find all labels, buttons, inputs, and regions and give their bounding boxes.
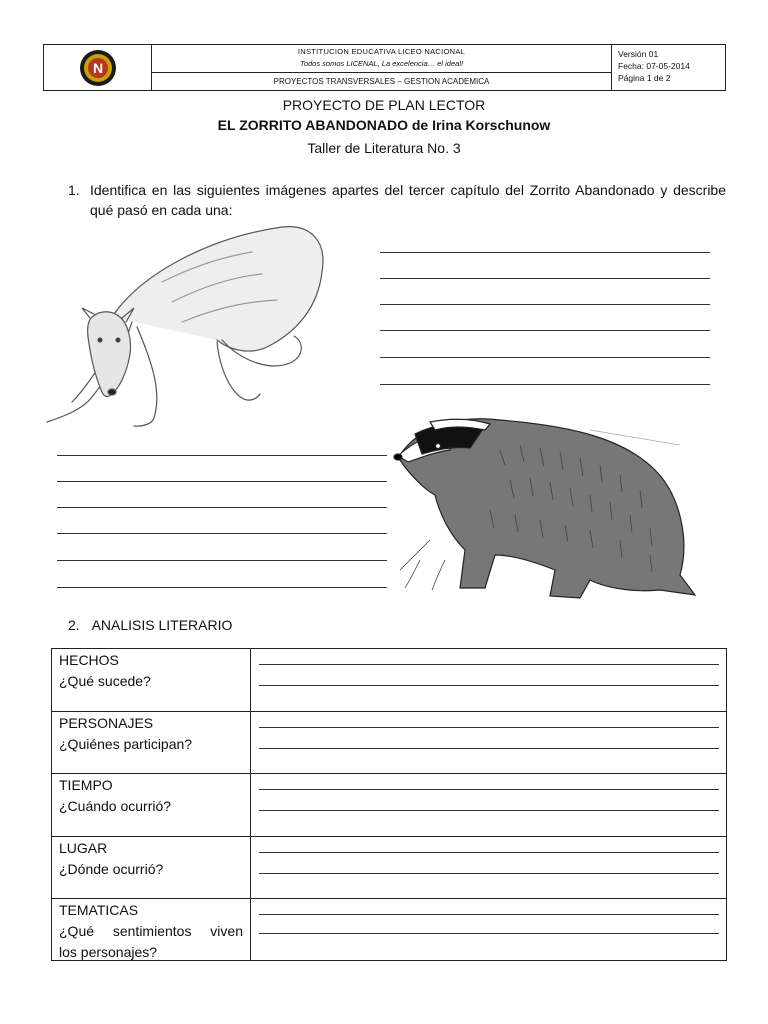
badger-illustration	[390, 410, 710, 605]
answer-line[interactable]	[57, 481, 387, 482]
answer-line[interactable]	[57, 507, 387, 508]
answer-line[interactable]	[259, 933, 719, 934]
answer-line[interactable]	[57, 560, 387, 561]
page-label: Página 1 de 2	[618, 73, 671, 83]
answer-line[interactable]	[380, 304, 710, 305]
document-header	[43, 44, 726, 91]
answer-line[interactable]	[259, 727, 719, 728]
answer-line[interactable]	[57, 455, 387, 456]
row-answer[interactable]	[251, 649, 726, 711]
school-logo-icon	[78, 48, 118, 88]
row-question: ¿Quiénes participan?	[59, 736, 193, 752]
question-2-text: ANALISIS LITERARIO	[91, 617, 233, 633]
row-answer[interactable]	[251, 899, 726, 960]
analysis-table	[51, 648, 727, 961]
row-label	[52, 774, 251, 836]
header-meta	[612, 45, 725, 90]
table-row	[52, 774, 726, 837]
answer-line[interactable]	[259, 664, 719, 665]
question-1-text: Identifica en las siguientes imágenes apartes del tercer capítulo del Zorrito Abandonado y describe qué pasó en cada una:	[90, 182, 726, 218]
question-2	[68, 617, 232, 633]
answer-line[interactable]	[380, 384, 710, 385]
answer-line[interactable]	[380, 357, 710, 358]
answer-line[interactable]	[380, 278, 710, 279]
table-row	[52, 837, 726, 899]
project-title: PROYECTO DE PLAN LECTOR	[282, 97, 486, 113]
row-label	[52, 712, 251, 773]
header-center	[152, 45, 612, 90]
answer-line[interactable]	[259, 789, 719, 790]
workshop-title: Taller de Literatura No. 3	[307, 140, 461, 156]
question-2-number: 2.	[68, 617, 80, 633]
institution-name: INSTITUCION EDUCATIVA LICEO NACIONAL	[297, 47, 466, 56]
row-label	[52, 649, 251, 711]
row-answer[interactable]	[251, 712, 726, 773]
answer-line[interactable]	[259, 914, 719, 915]
logo-letter: N	[92, 59, 103, 76]
book-title: EL ZORRITO ABANDONADO de Irina Korschunow	[217, 117, 551, 133]
row-title: PERSONAJES	[59, 715, 154, 731]
answer-line[interactable]	[57, 533, 387, 534]
header-divider	[152, 72, 611, 73]
version-label: Versión 01	[618, 49, 659, 59]
table-row	[52, 712, 726, 774]
row-question: ¿Dónde ocurrió?	[59, 861, 164, 877]
question-1	[68, 180, 726, 220]
answer-line[interactable]	[259, 873, 719, 874]
row-title: LUGAR	[59, 840, 108, 856]
logo-cell	[44, 45, 152, 90]
row-question: ¿Cuándo ocurrió?	[59, 798, 172, 814]
row-label	[52, 837, 251, 898]
answer-line[interactable]	[57, 587, 387, 588]
row-title: TIEMPO	[59, 777, 113, 793]
answer-line[interactable]	[380, 330, 710, 331]
table-row	[52, 649, 726, 712]
table-row	[52, 899, 726, 960]
projects-label: PROYECTOS TRANSVERSALES – GESTION ACADEMICA	[273, 77, 490, 86]
institution-motto: Todos somos LICENAL, La excelencia… el ideal!	[299, 59, 464, 68]
row-title: TEMATICAS	[59, 902, 139, 918]
answer-line[interactable]	[259, 852, 719, 853]
answer-line[interactable]	[259, 810, 719, 811]
row-question-continued: los personajes?	[59, 944, 158, 960]
question-1-number: 1.	[68, 182, 80, 198]
answer-line[interactable]	[380, 252, 710, 253]
row-question: ¿Qué sucede?	[59, 673, 151, 689]
answer-line[interactable]	[259, 685, 719, 686]
answer-line[interactable]	[259, 748, 719, 749]
fox-illustration	[42, 222, 342, 430]
row-answer[interactable]	[251, 774, 726, 836]
row-label	[52, 899, 251, 960]
row-answer[interactable]	[251, 837, 726, 898]
date-label: Fecha: 07-05-2014	[618, 61, 690, 71]
row-title: HECHOS	[59, 652, 119, 668]
row-question: ¿Qué sentimientos viven	[59, 923, 243, 939]
